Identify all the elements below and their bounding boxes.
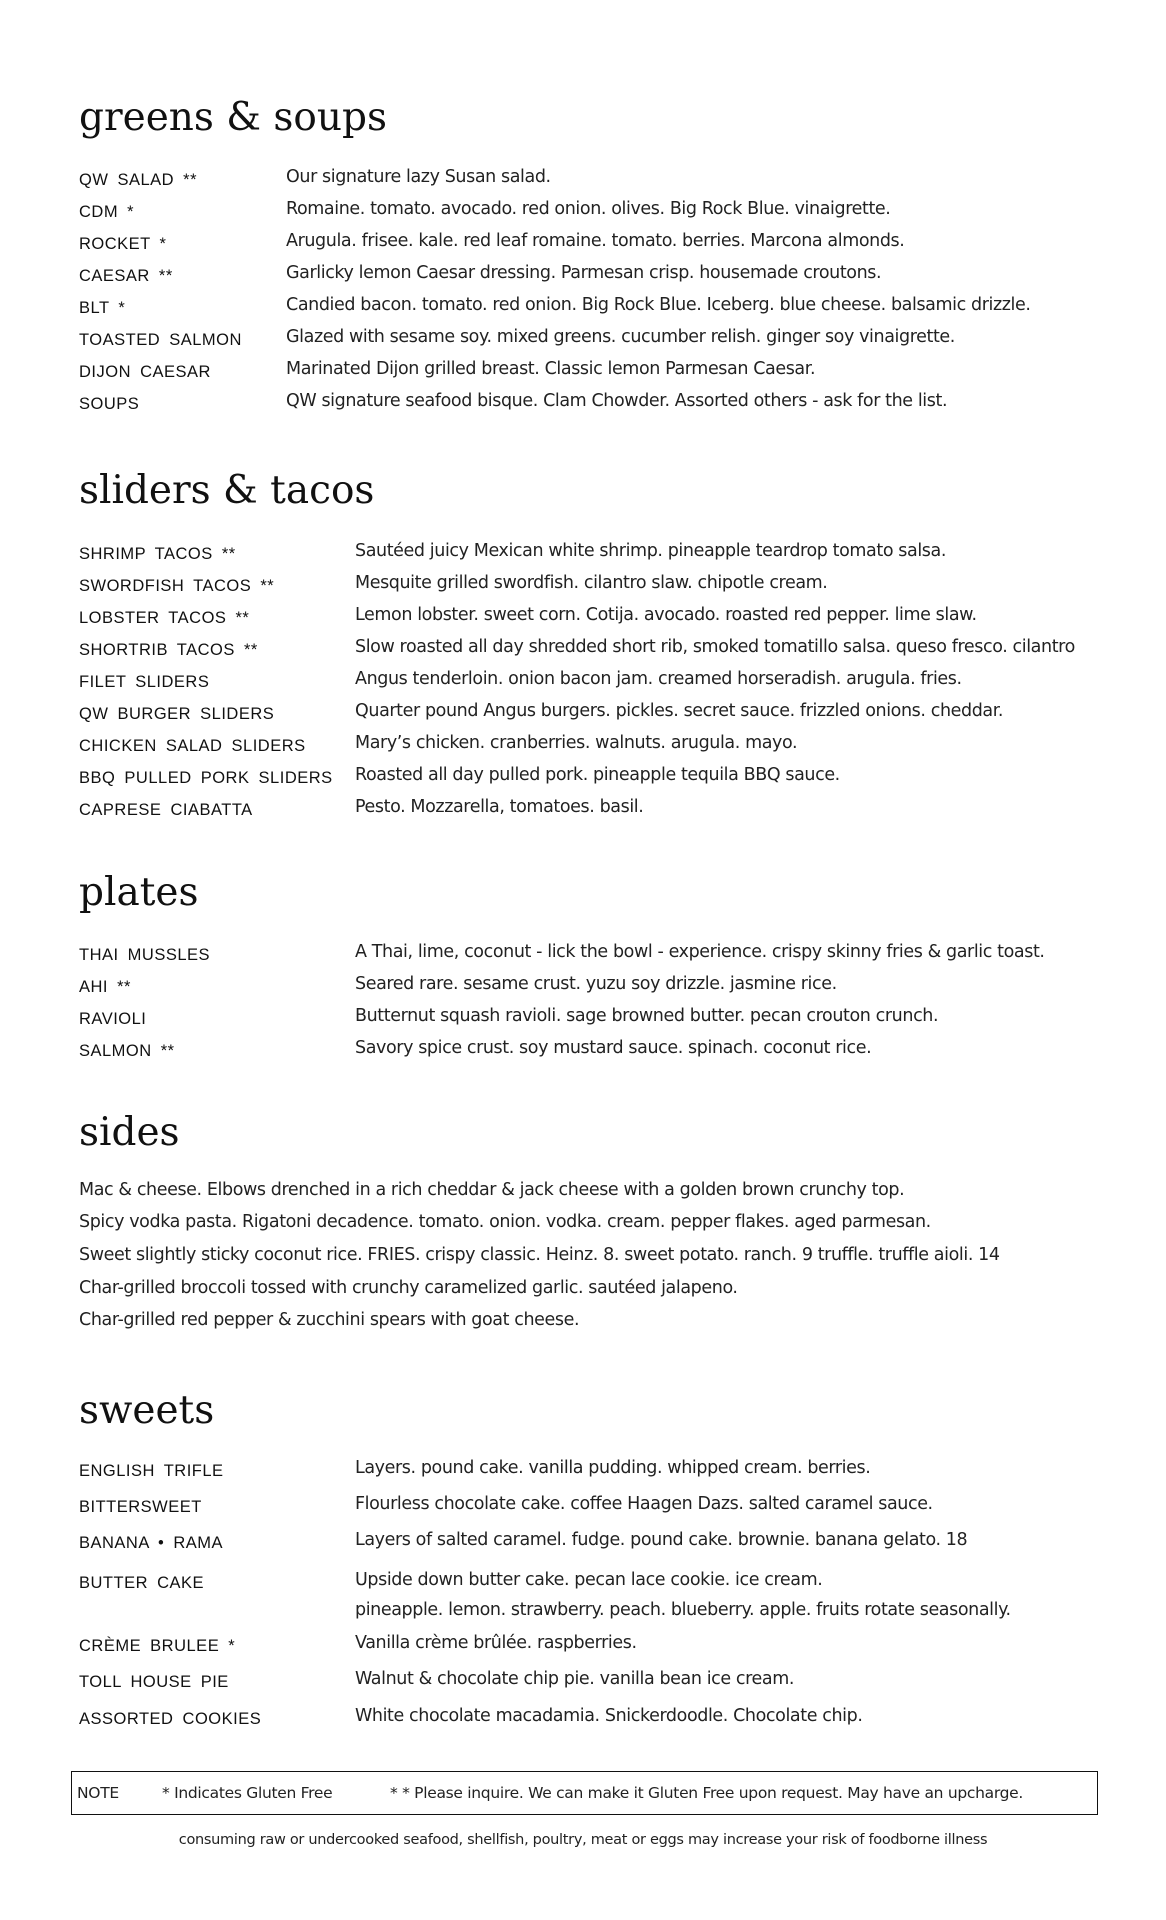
item-description: Candied bacon. tomato. red onion. Big Rock Blue. Iceberg. blue cheese. balsamic drizzle. xyxy=(286,295,1031,315)
item-name: CDM * xyxy=(79,203,135,221)
item-name: LOBSTER TACOS ** xyxy=(79,609,250,627)
menu-item xyxy=(79,765,1126,791)
menu-item xyxy=(79,637,1126,663)
menu-item xyxy=(79,199,1126,225)
item-description: Our signature lazy Susan salad. xyxy=(286,167,551,187)
item-name: BLT * xyxy=(79,299,126,317)
gluten-free-inquire-note: * * Please inquire. We can make it Gluten Free upon request. May have an upcharge. xyxy=(390,1784,1024,1802)
menu-item xyxy=(79,1494,1126,1520)
menu-item xyxy=(79,573,1126,599)
item-description: Butternut squash ravioli. sage browned butter. pecan crouton crunch. xyxy=(355,1006,939,1026)
item-description: Romaine. tomato. avocado. red onion. olives. Big Rock Blue. vinaigrette. xyxy=(286,199,891,219)
section-title-sides: sides xyxy=(79,1110,180,1155)
item-name: TOASTED SALMON xyxy=(79,331,242,349)
item-name: QW SALAD ** xyxy=(79,171,198,189)
item-description: QW signature seafood bisque. Clam Chowder. Assorted others - ask for the list. xyxy=(286,391,948,411)
side-item: Char-grilled red pepper & zucchini spears with goat cheese. xyxy=(79,1310,580,1330)
menu-item xyxy=(79,1530,1126,1556)
menu-item xyxy=(79,797,1126,823)
menu-item xyxy=(79,541,1126,567)
menu-item xyxy=(79,391,1126,417)
item-description-continued: pineapple. lemon. strawberry. peach. blueberry. apple. fruits rotate seasonally. xyxy=(355,1600,1011,1620)
item-name: FILET SLIDERS xyxy=(79,673,210,691)
item-description: Garlicky lemon Caesar dressing. Parmesan crisp. housemade croutons. xyxy=(286,263,882,283)
item-description: Seared rare. sesame crust. yuzu soy drizzle. jasmine rice. xyxy=(355,974,837,994)
item-description: Upside down butter cake. pecan lace cookie. ice cream. xyxy=(355,1570,823,1590)
menu-item xyxy=(79,942,1126,968)
item-description: Savory spice crust. soy mustard sauce. spinach. coconut rice. xyxy=(355,1038,872,1058)
side-item: Char-grilled broccoli tossed with crunchy caramelized garlic. sautéed jalapeno. xyxy=(79,1278,738,1298)
menu-item xyxy=(79,263,1126,289)
item-name: BITTERSWEET xyxy=(79,1498,202,1516)
item-description: Walnut & chocolate chip pie. vanilla bean ice cream. xyxy=(355,1669,795,1689)
item-description: Roasted all day pulled pork. pineapple tequila BBQ sauce. xyxy=(355,765,840,785)
menu-item xyxy=(79,669,1126,695)
item-name: ASSORTED COOKIES xyxy=(79,1710,262,1728)
menu-item xyxy=(79,974,1126,1000)
item-description: Flourless chocolate cake. coffee Haagen Dazs. salted caramel sauce. xyxy=(355,1494,933,1514)
item-name: SOUPS xyxy=(79,395,140,413)
item-description: Mary’s chicken. cranberries. walnuts. arugula. mayo. xyxy=(355,733,798,753)
item-description: Layers of salted caramel. fudge. pound cake. brownie. banana gelato. 18 xyxy=(355,1530,968,1550)
item-name: BUTTER CAKE xyxy=(79,1574,205,1592)
item-name: QW BURGER SLIDERS xyxy=(79,705,275,723)
note-label: NOTE xyxy=(77,1784,119,1802)
item-name: CAESAR ** xyxy=(79,267,173,285)
menu-item xyxy=(79,327,1126,353)
menu-item xyxy=(79,167,1126,193)
side-item: Spicy vodka pasta. Rigatoni decadence. tomato. onion. vodka. cream. pepper flakes. aged parmesan. xyxy=(79,1212,931,1232)
menu-item xyxy=(79,733,1126,759)
item-name: SALMON ** xyxy=(79,1042,175,1060)
gluten-free-note-box xyxy=(71,1771,1098,1815)
item-description: Glazed with sesame soy. mixed greens. cucumber relish. ginger soy vinaigrette. xyxy=(286,327,955,347)
item-description: Lemon lobster. sweet corn. Cotija. avocado. roasted red pepper. lime slaw. xyxy=(355,605,977,625)
item-description: Sautéed juicy Mexican white shrimp. pineapple teardrop tomato salsa. xyxy=(355,541,946,561)
item-name: BBQ PULLED PORK SLIDERS xyxy=(79,769,333,787)
item-description: A Thai, lime, coconut - lick the bowl - experience. crispy skinny fries & garlic toast. xyxy=(355,942,1045,962)
item-description: Slow roasted all day shredded short rib, smoked tomatillo salsa. queso fresco. cilantro xyxy=(355,637,1075,657)
side-item: Mac & cheese. Elbows drenched in a rich cheddar & jack cheese with a golden brown crunchy top. xyxy=(79,1180,905,1200)
item-name: TOLL HOUSE PIE xyxy=(79,1673,229,1691)
menu-item xyxy=(79,1570,1126,1628)
menu-item xyxy=(79,1458,1126,1484)
section-title-greens-soups: greens & soups xyxy=(79,95,388,140)
side-item: Sweet slightly sticky coconut rice. FRIES. crispy classic. Heinz. 8. sweet potato. ranch. 9 truffle. truffle aioli. 14 xyxy=(79,1245,1000,1265)
item-description: White chocolate macadamia. Snickerdoodle. Chocolate chip. xyxy=(355,1706,863,1726)
item-description: Marinated Dijon grilled breast. Classic lemon Parmesan Caesar. xyxy=(286,359,816,379)
section-title-sliders-tacos: sliders & tacos xyxy=(79,468,375,513)
section-title-plates: plates xyxy=(79,870,199,915)
menu-item xyxy=(79,1669,1126,1695)
item-name: ENGLISH TRIFLE xyxy=(79,1462,224,1480)
item-description: Pesto. Mozzarella, tomatoes. basil. xyxy=(355,797,644,817)
item-name: BANANA • RAMA xyxy=(79,1534,224,1552)
item-name: SHRIMP TACOS ** xyxy=(79,545,236,563)
item-description: Mesquite grilled swordfish. cilantro slaw. chipotle cream. xyxy=(355,573,828,593)
menu-item xyxy=(79,231,1126,257)
menu-item xyxy=(79,605,1126,631)
item-description: Vanilla crème brûlée. raspberries. xyxy=(355,1633,637,1653)
menu-item xyxy=(79,295,1126,321)
item-name: THAI MUSSLES xyxy=(79,946,211,964)
menu-item xyxy=(79,1633,1126,1659)
item-name: RAVIOLI xyxy=(79,1010,147,1028)
item-description: Quarter pound Angus burgers. pickles. secret sauce. frizzled onions. cheddar. xyxy=(355,701,1004,721)
item-name: CHICKEN SALAD SLIDERS xyxy=(79,737,306,755)
item-name: CRÈME BRULEE * xyxy=(79,1637,236,1655)
section-title-sweets: sweets xyxy=(79,1388,215,1433)
food-safety-disclaimer: consuming raw or undercooked seafood, shellfish, poultry, meat or eggs may increase your risk of foodborne illness xyxy=(178,1832,988,1848)
item-description: Layers. pound cake. vanilla pudding. whipped cream. berries. xyxy=(355,1458,871,1478)
item-name: SWORDFISH TACOS ** xyxy=(79,577,275,595)
item-name: ROCKET * xyxy=(79,235,167,253)
menu-item xyxy=(79,359,1126,385)
menu-item xyxy=(79,701,1126,727)
item-description: Arugula. frisee. kale. red leaf romaine. tomato. berries. Marcona almonds. xyxy=(286,231,905,251)
menu-item xyxy=(79,1706,1126,1732)
item-description: Angus tenderloin. onion bacon jam. creamed horseradish. arugula. fries. xyxy=(355,669,962,689)
item-name: CAPRESE CIABATTA xyxy=(79,801,253,819)
menu-item xyxy=(79,1038,1126,1064)
gluten-free-note: * Indicates Gluten Free xyxy=(162,1784,333,1802)
menu-item xyxy=(79,1006,1126,1032)
item-name: AHI ** xyxy=(79,978,131,996)
item-name: DIJON CAESAR xyxy=(79,363,211,381)
item-name: SHORTRIB TACOS ** xyxy=(79,641,258,659)
